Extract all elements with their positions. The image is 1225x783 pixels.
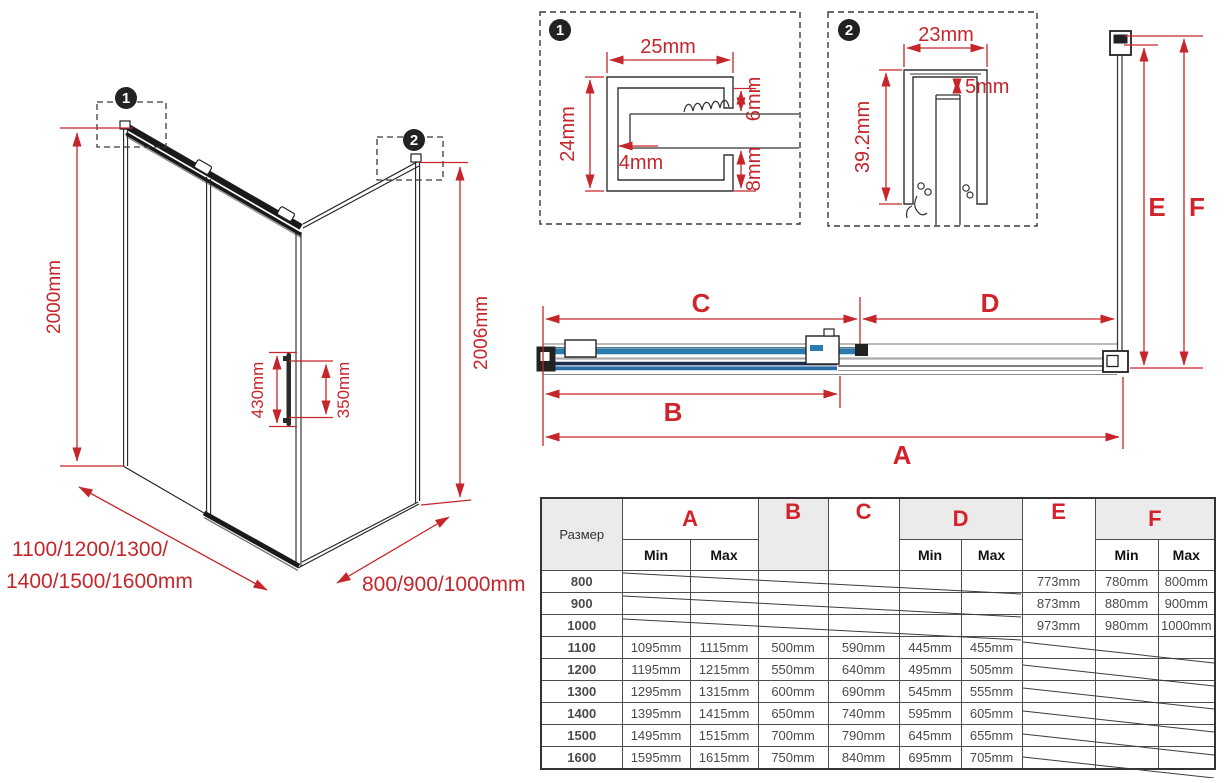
size-value: 705mm [961,747,1022,770]
col-header-a: A [622,498,758,540]
size-value: 455mm [961,637,1022,659]
corner-junction-core [1107,356,1118,367]
detail-1-dim-bottom: 8mm [743,146,765,192]
size-row-1600 [541,747,1215,770]
col-header-c: C [828,498,899,571]
glass-panel-section [630,114,799,148]
size-value: 655mm [961,725,1022,747]
size-label: 1400 [541,703,622,725]
gasket-seals [907,183,973,218]
plan-dim-f: F [1189,192,1205,222]
plan-dim-b: B [663,397,683,427]
size-value [622,615,690,637]
detail-2-dim-width: 23mm [918,24,974,46]
size-value: 545mm [899,681,961,703]
size-value: 605mm [961,703,1022,725]
isometric-view [6,87,525,596]
size-value: 980mm [1095,615,1158,637]
size-value [899,615,961,637]
size-label: 1300 [541,681,622,703]
size-value [1095,681,1158,703]
size-label: 1000 [541,615,622,637]
size-value: 505mm [961,659,1022,681]
plan-dim-c: C [691,288,711,318]
size-value: 1495mm [622,725,690,747]
size-value: 900mm [1158,593,1215,615]
size-value: 650mm [758,703,828,725]
plan-dim-e: E [1148,192,1166,222]
detail-2-top-rail-profile [828,12,1037,226]
size-value: 840mm [828,747,899,770]
size-label: 1500 [541,725,622,747]
dim-handle-inner: 350mm [334,361,353,419]
size-row-1200 [541,659,1215,681]
size-value [758,593,828,615]
plan-dim-d: D [980,288,1000,318]
size-value [828,615,899,637]
door-handle [287,353,292,426]
size-value: 1295mm [622,681,690,703]
dim-height-right: 2006mm [471,296,492,370]
size-value: 700mm [758,725,828,747]
roller-bracket-left [565,340,596,357]
col-subheader-d-max: Max [961,540,1022,571]
detail-1-dim-height: 24mm [557,106,579,162]
detail-1-wall-profile [540,12,800,224]
size-value: 590mm [828,637,899,659]
size-value: 1215mm [690,659,758,681]
detail-1-dim-gap: 4mm [618,152,664,174]
detail-2-badge-label: 2 [844,22,854,39]
size-table [540,497,1216,770]
size-value [690,615,758,637]
size-value [622,571,690,593]
size-value [1158,747,1215,770]
badge-1-label: 1 [121,90,131,107]
col-header-f: F [1095,498,1215,540]
size-row-900 [541,593,1215,615]
size-value [1158,637,1215,659]
size-value [1095,637,1158,659]
fixed-panel-end-cap [855,344,868,356]
size-value: 1415mm [690,703,758,725]
size-value [1158,659,1215,681]
size-label: 1100 [541,637,622,659]
size-value: 790mm [828,725,899,747]
size-value: 1595mm [622,747,690,770]
col-header-b: B [758,498,828,571]
size-value [961,571,1022,593]
size-value: 1615mm [690,747,758,770]
size-value [1095,725,1158,747]
size-value [622,593,690,615]
size-label: 800 [541,571,622,593]
col-subheader-a-min: Min [622,540,690,571]
width-range-label-line1: 1100/1200/1300/ [12,538,169,561]
handle-mount-bottom [283,418,287,423]
size-value: 550mm [758,659,828,681]
size-value: 1195mm [622,659,690,681]
size-label: 900 [541,593,622,615]
size-value [1158,725,1215,747]
size-value [1022,659,1095,681]
col-subheader-a-max: Max [690,540,758,571]
depth-range-label: 800/900/1000mm [362,573,526,596]
size-value: 690mm [828,681,899,703]
size-value [1022,681,1095,703]
size-value: 773mm [1022,571,1095,593]
size-table-grid [540,497,1216,770]
detail-1-badge-label: 1 [555,22,565,39]
size-value [1158,681,1215,703]
size-value: 445mm [899,637,961,659]
size-value [1158,703,1215,725]
size-row-1100 [541,637,1215,659]
size-value [1022,637,1095,659]
size-value: 1515mm [690,725,758,747]
size-value [828,593,899,615]
size-value [1022,747,1095,770]
size-row-1400 [541,703,1215,725]
col-subheader-f-max: Max [1158,540,1215,571]
size-value [899,593,961,615]
size-value: 695mm [899,747,961,770]
gasket-seal [684,100,729,112]
size-row-800 [541,571,1215,593]
wall-profile-left-core [541,352,550,361]
col-header-size: Размер [541,498,622,571]
col-subheader-d-min: Min [899,540,961,571]
col-header-e: E [1022,498,1095,571]
size-value: 880mm [1095,593,1158,615]
size-value [1095,659,1158,681]
size-value: 600mm [758,681,828,703]
dim-height-left: 2000mm [44,260,65,334]
badge-2-label: 2 [409,132,419,149]
size-value: 1095mm [622,637,690,659]
size-value [1022,725,1095,747]
size-value [690,593,758,615]
size-row-1500 [541,725,1215,747]
size-value: 1395mm [622,703,690,725]
col-header-d: D [899,498,1022,540]
size-row-1300 [541,681,1215,703]
size-value: 1000mm [1158,615,1215,637]
detail-1-dim-top: 6mm [743,76,765,122]
size-value: 645mm [899,725,961,747]
detail-2-dim-height: 39.2mm [852,100,874,174]
size-value [1022,703,1095,725]
size-value [690,571,758,593]
size-value: 640mm [828,659,899,681]
size-row-1000 [541,615,1215,637]
glass-through-bracket [810,345,823,351]
size-value [828,571,899,593]
size-value [1095,703,1158,725]
size-value: 495mm [899,659,961,681]
size-value [758,615,828,637]
size-value: 780mm [1095,571,1158,593]
size-value: 873mm [1022,593,1095,615]
plan-view [537,31,1205,470]
size-value: 555mm [961,681,1022,703]
size-value: 973mm [1022,615,1095,637]
door-stopper [824,329,834,336]
size-value [961,615,1022,637]
handle-mount-top [283,356,287,361]
dim-handle-outer: 430mm [248,361,267,419]
size-value [899,571,961,593]
col-subheader-f-min: Min [1095,540,1158,571]
detail-2-dim-inset: 5mm [965,76,1010,98]
size-value: 1115mm [690,637,758,659]
detail-1-dim-width: 25mm [640,36,696,58]
size-value: 1315mm [690,681,758,703]
size-value: 500mm [758,637,828,659]
plan-dim-a: A [892,440,912,470]
size-value: 750mm [758,747,828,770]
size-value: 740mm [828,703,899,725]
glass-panel-section-2 [936,95,960,225]
width-range-label-line2: 1400/1500/1600mm [6,570,193,593]
size-value: 800mm [1158,571,1215,593]
size-value [961,593,1022,615]
size-value: 595mm [899,703,961,725]
size-value [758,571,828,593]
size-value [1095,747,1158,770]
size-label: 1600 [541,747,622,770]
size-label: 1200 [541,659,622,681]
